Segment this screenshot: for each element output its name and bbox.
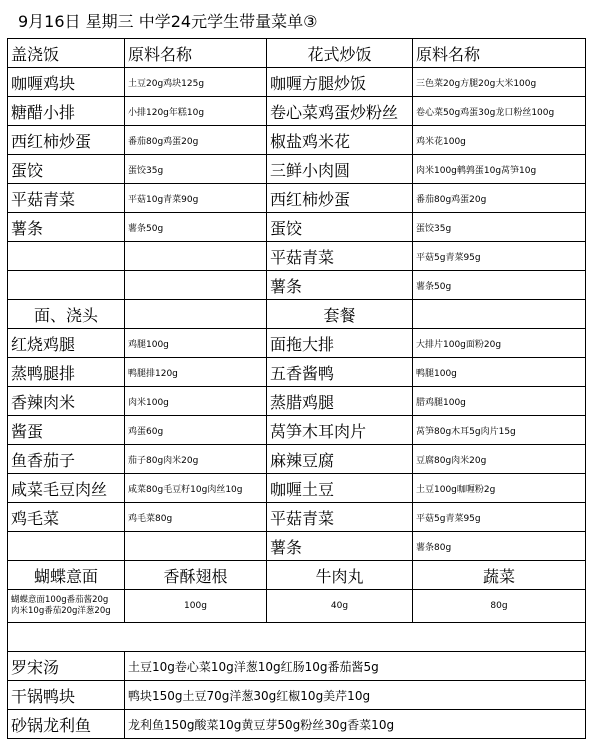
- dish-ingredients: 茄子80g肉米20g: [125, 445, 267, 474]
- dish-ingredients: 卷心菜50g鸡蛋30g龙口粉丝100g: [413, 97, 586, 126]
- table-row: [8, 213, 586, 242]
- dish-name: 酱蛋: [8, 416, 125, 445]
- dish-name: 鱼香茄子: [8, 445, 125, 474]
- dish-name: 椒盐鸡米花: [267, 126, 413, 155]
- dish-name: 咖喱方腿炒饭: [267, 68, 413, 97]
- header-empty: [413, 300, 586, 329]
- extra-item-name: 蔬菜: [413, 561, 586, 590]
- dish-name: 三鲜小肉圆: [267, 155, 413, 184]
- table-row: [8, 271, 586, 300]
- soup-ingredients: 土豆10g卷心菜10g洋葱10g红肠10g番茄酱5g: [125, 652, 586, 681]
- header-empty: [125, 300, 267, 329]
- header-set-meal: 套餐: [267, 300, 413, 329]
- dish-name: 红烧鸡腿: [8, 329, 125, 358]
- dish-name: 鸡毛菜: [8, 503, 125, 532]
- dish-name: 蒸鸭腿排: [8, 358, 125, 387]
- dish-name: 薯条: [267, 532, 413, 561]
- menu-title-bar: [0, 0, 591, 38]
- dish-name: 西红柿炒蛋: [8, 126, 125, 155]
- pasta-ingredients-line: 蝴蝶意面100g番茄酱20g: [11, 595, 109, 605]
- dish-ingredients: 番茄80g鸡蛋20g: [125, 126, 267, 155]
- table-row: [8, 652, 586, 681]
- dish-name: 薯条: [8, 213, 125, 242]
- menu-table: [7, 38, 586, 739]
- dish-ingredients: 蛋饺35g: [413, 213, 586, 242]
- dish-ingredients: 肉米100g鹌鹑蛋10g莴笋10g: [413, 155, 586, 184]
- table-row: [8, 710, 586, 739]
- dish-ingredients: 平菇5g青菜95g: [413, 503, 586, 532]
- dish-name: 卷心菜鸡蛋炒粉丝: [267, 97, 413, 126]
- dish-ingredients: 小排120g年糕10g: [125, 97, 267, 126]
- dish-ingredients: 薯条50g: [413, 271, 586, 300]
- dish-ingredients: [125, 271, 267, 300]
- dish-name: 香辣肉米: [8, 387, 125, 416]
- dish-ingredients: 肉米100g: [125, 387, 267, 416]
- dish-name: 咸菜毛豆肉丝: [8, 474, 125, 503]
- soup-name: 砂锅龙利鱼: [8, 710, 125, 739]
- dish-ingredients: 土豆20g鸡块125g: [125, 68, 267, 97]
- dish-name: 平菇青菜: [8, 184, 125, 213]
- dish-name: 蒸腊鸡腿: [267, 387, 413, 416]
- dish-name: 薯条: [267, 271, 413, 300]
- dish-ingredients: 鸭腿排120g: [125, 358, 267, 387]
- dish-name: 咖喱鸡块: [8, 68, 125, 97]
- table-row: [8, 416, 586, 445]
- dish-ingredients: 莴笋80g木耳5g肉片15g: [413, 416, 586, 445]
- dish-ingredients: 土豆100g咖喱粉2g: [413, 474, 586, 503]
- soup-ingredients: 鸭块150g土豆70g洋葱30g红椒10g美芹10g: [125, 681, 586, 710]
- dish-ingredients: [125, 532, 267, 561]
- dish-name: [8, 271, 125, 300]
- soup-name: 干锅鸭块: [8, 681, 125, 710]
- table-row: [8, 503, 586, 532]
- header-ingredients-1: 原料名称: [125, 39, 267, 68]
- header-fried-rice: 花式炒饭: [267, 39, 413, 68]
- dish-name: 糖醋小排: [8, 97, 125, 126]
- table-row: [8, 68, 586, 97]
- table-row: [8, 329, 586, 358]
- dish-name: 蛋饺: [267, 213, 413, 242]
- dish-ingredients: 鸡蛋60g: [125, 416, 267, 445]
- dish-ingredients: 平菇10g青菜90g: [125, 184, 267, 213]
- dish-name: [8, 242, 125, 271]
- dish-name: 平菇青菜: [267, 503, 413, 532]
- dish-ingredients: 鸭腿100g: [413, 358, 586, 387]
- table-row: [8, 358, 586, 387]
- dish-ingredients: 鸡米花100g: [413, 126, 586, 155]
- blank-cell: [8, 623, 586, 652]
- table-row: [8, 97, 586, 126]
- menu-title: 9月16日 星期三 中学24元学生带量菜单③: [18, 12, 318, 31]
- dish-ingredients: 平菇5g青菜95g: [413, 242, 586, 271]
- dish-ingredients: 腊鸡腿100g: [413, 387, 586, 416]
- table-row: [8, 242, 586, 271]
- table-row: [8, 126, 586, 155]
- dish-ingredients: 咸菜80g毛豆籽10g肉丝10g: [125, 474, 267, 503]
- dish-ingredients: [125, 242, 267, 271]
- dish-name: 西红柿炒蛋: [267, 184, 413, 213]
- dish-ingredients: 大排片100g面粉20g: [413, 329, 586, 358]
- header-ingredients-2: 原料名称: [413, 39, 586, 68]
- extra-item-name: 牛肉丸: [267, 561, 413, 590]
- table-row: [8, 445, 586, 474]
- table-row: [8, 387, 586, 416]
- extras-header-row: [8, 561, 586, 590]
- table-row: [8, 184, 586, 213]
- dish-ingredients: 三色菜20g方腿20g大米100g: [413, 68, 586, 97]
- header-rice-bowl: 盖浇饭: [8, 39, 125, 68]
- dish-name: 面拖大排: [267, 329, 413, 358]
- table-row: [8, 532, 586, 561]
- dish-name: [8, 532, 125, 561]
- table-row: [8, 681, 586, 710]
- dish-name: 平菇青菜: [267, 242, 413, 271]
- dish-ingredients: 薯条50g: [125, 213, 267, 242]
- extra-item-name: 蝴蝶意面: [8, 561, 125, 590]
- header-row-2: [8, 300, 586, 329]
- dish-ingredients: 豆腐80g肉米20g: [413, 445, 586, 474]
- pasta-ingredients: [8, 590, 125, 623]
- dish-ingredients: 蛋饺35g: [125, 155, 267, 184]
- extra-item-name: 香酥翅根: [125, 561, 267, 590]
- dish-ingredients: 鸡腿100g: [125, 329, 267, 358]
- extra-item-amount: 100g: [125, 590, 267, 623]
- soup-ingredients: 龙利鱼150g酸菜10g黄豆芽50g粉丝30g香菜10g: [125, 710, 586, 739]
- pasta-ingredients-line: 肉米10g番茄20g洋葱20g: [11, 606, 111, 616]
- table-row: [8, 474, 586, 503]
- extras-amount-row: [8, 590, 586, 623]
- dish-name: 莴笋木耳肉片: [267, 416, 413, 445]
- extra-item-amount: 40g: [267, 590, 413, 623]
- extra-item-amount: 80g: [413, 590, 586, 623]
- dish-name: 蛋饺: [8, 155, 125, 184]
- dish-ingredients: 番茄80g鸡蛋20g: [413, 184, 586, 213]
- header-row: [8, 39, 586, 68]
- dish-ingredients: 薯条80g: [413, 532, 586, 561]
- table-row: [8, 155, 586, 184]
- dish-name: 咖喱土豆: [267, 474, 413, 503]
- dish-name: 五香酱鸭: [267, 358, 413, 387]
- header-noodles: 面、浇头: [8, 300, 125, 329]
- soup-name: 罗宋汤: [8, 652, 125, 681]
- dish-ingredients: 鸡毛菜80g: [125, 503, 267, 532]
- blank-row: [8, 623, 586, 652]
- dish-name: 麻辣豆腐: [267, 445, 413, 474]
